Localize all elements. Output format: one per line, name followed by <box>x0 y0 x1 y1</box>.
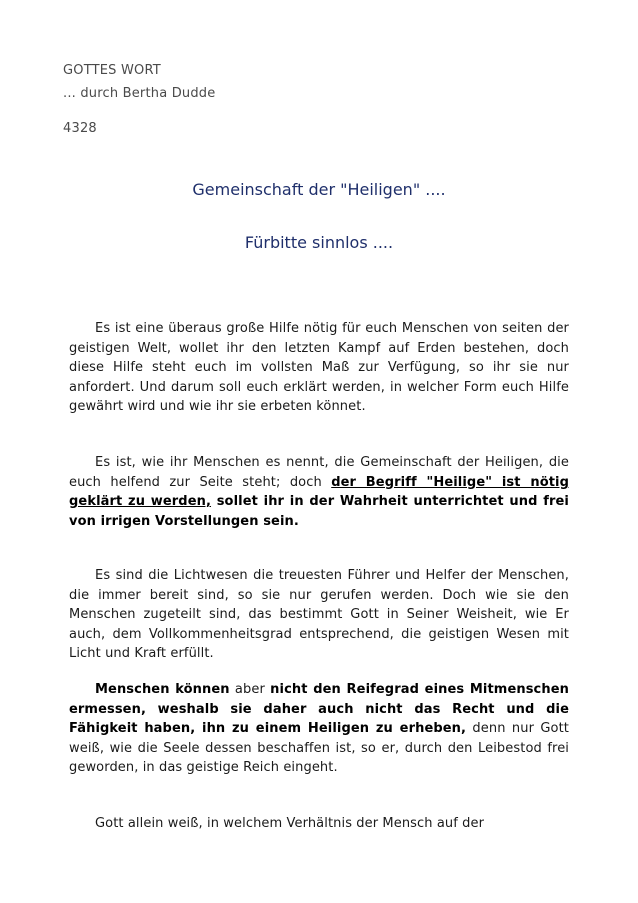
paragraph-2-text: Es ist, wie ihr Menschen es nennt, die Gemeinschaft der Heiligen, die euch helfend zur Seite steht; doch <box>69 455 569 490</box>
paragraph-1 <box>69 319 569 417</box>
paragraph-5-text: Gott allein weiß, in welchem Verhältnis der Mensch auf der <box>95 816 485 831</box>
sub-heading: Fürbitte sinnlos .... <box>244 233 394 252</box>
paragraph-5 <box>69 814 569 834</box>
paragraph-4-text-a: aber <box>229 682 271 697</box>
paragraph-4 <box>69 680 569 778</box>
paragraph-4-text-b: denn nur Gott weiß, wie die Seele dessen beschaffen ist, so er, durch den Leibestod frei geworden, in das geistige Reich eingeht. <box>69 721 569 775</box>
header-title: GOTTES WORT <box>63 63 161 78</box>
header-subtitle: ... durch Bertha Dudde <box>63 86 216 101</box>
main-heading: Gemeinschaft der "Heiligen" .... <box>192 180 446 199</box>
paragraph-4-bold-a: Menschen können <box>95 682 230 697</box>
paragraph-4-bold-b: nicht den Reifegrad eines Mitmenschen ermessen, weshalb sie daher auch nicht das Recht und die Fähigkeit haben, ihn zu einem Heiligen zu erheben, <box>69 682 569 736</box>
paragraph-1-text: Es ist eine überaus große Hilfe nötig für euch Menschen von seiten der geistigen Welt, wollet ihr den letzten Kampf auf Erden bestehen, doch diese Hilfe steht euch im vollsten Maß zur Verfügung, so ihr sie nur anfordert. Und darum soll euch erklärt werden, in welcher Form euch Hilfe gewährt wird und wie ihr sie erbeten könnet. <box>69 321 569 414</box>
paragraph-3 <box>69 566 569 664</box>
paragraph-2 <box>69 453 569 531</box>
paragraph-2-bold: sollet ihr in der Wahrheit unterrichtet und frei von irrigen Vorstellungen sein. <box>69 494 569 529</box>
paragraph-3-text: Es sind die Lichtwesen die treuesten Führer und Helfer der Menschen, die immer bereit sind, so sie nur gerufen werden. Doch wie sie den Menschen zugeteilt sind, das bestimmt Gott in Seiner Weisheit, wie Er auch, dem Vollkommenheitsgrad entsprechend, die geistigen Wesen mit Licht und Kraft erfüllt. <box>69 568 569 661</box>
message-number: 4328 <box>63 121 97 136</box>
paragraph-2-underlined: der Begriff "Heilige" ist nötig geklärt zu werden, <box>69 474 569 509</box>
